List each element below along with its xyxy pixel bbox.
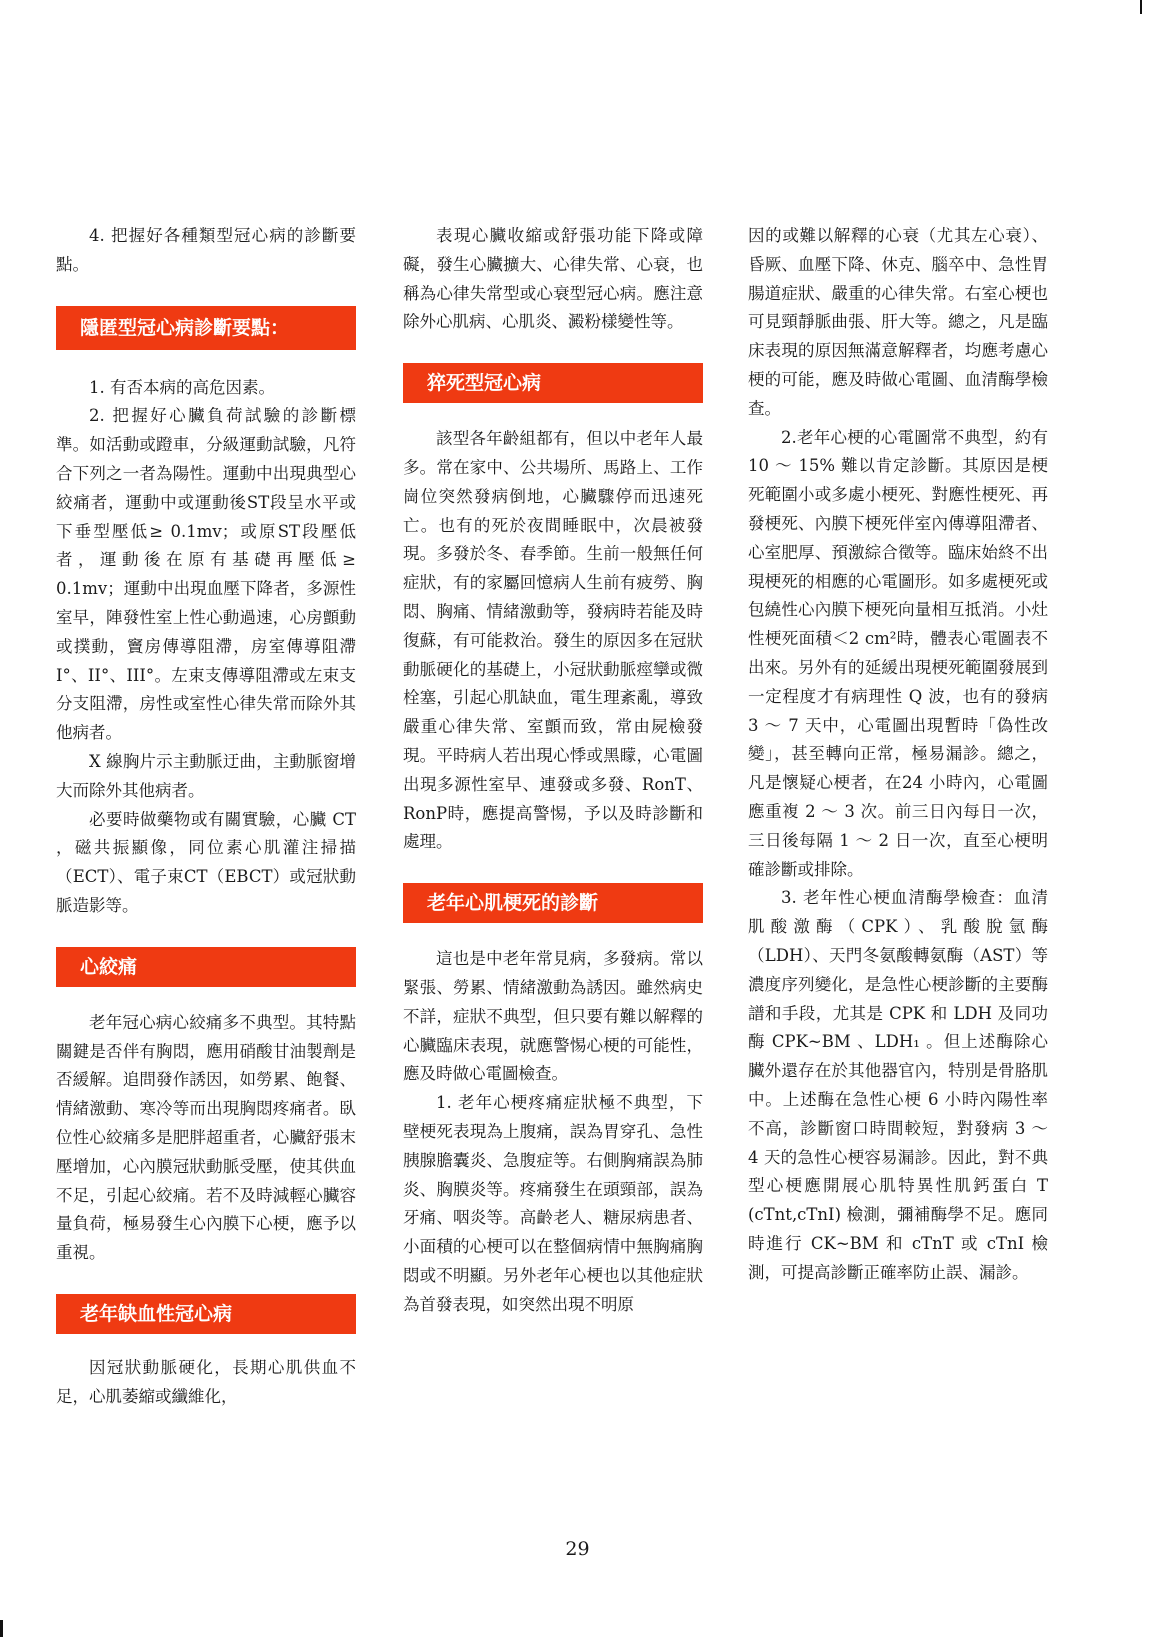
corner-mark-top-right <box>1140 0 1142 14</box>
paragraph-mi-ecg: 2.老年心梗的心電圖常不典型，約有 10 ～ 15% 難以肯定診斷。其原因是梗死範圍小或多處小梗死、對應性梗死、再發梗死、內膜下梗死伴室內傳導阻滯者、心室肥厚、預激綜合徵等。臨床始終不出現梗死的相應的心電圖形。如多處梗死或包繞性心內膜下梗死向量相互抵消。小灶性梗死面積＜2 cm²時，體表心電圖表不出來。另外有的延緩出現梗死範圍發展到一定程度才有病理性 Q 波，也有的發病 3 ～ 7 天中，心電圖出現暫時「偽性改變」，甚至轉向正常，極易漏診。總之，凡是懷疑心梗者，在24 小時內，心電圖應重複 2 ～ 3 次。前三日內每日一次，三日後每隔 1 ～ 2 日一次，直至心梗明確診斷或排除。 <box>748 427 1048 879</box>
heading-angina: 心絞痛 <box>56 947 356 987</box>
page-number: 29 <box>565 1538 590 1560</box>
heading-silent-chd: 隱匿型冠心病診斷要點： <box>56 306 356 350</box>
paragraph-mi-continued: 因的或難以解釋的心衰（尤其左心衰）、昏厥、血壓下降、休克、腦卒中、急性胃腸道症狀、嚴重的心律失常。右室心梗也可見頸靜脈曲張、肝大等。總之，凡是臨床表現的原因無滿意解釋者，均應考慮心梗的可能，應及時做心電圖、血清酶學檢查。 <box>748 226 1048 418</box>
paragraph-mi-enzymes: 3. 老年性心梗血清酶學檢查：血清肌酸激酶（CPK）、乳酸脫氫酶（LDH）、天門冬氨酸轉氨酶（AST）等濃度序列變化，是急性心梗診斷的主要酶譜和手段，尤其是 CPK 和 LDH 及同功酶 CPK~BM 、LDH₁ 。但上述酶除心臟外還存在於其他器官內，特別是骨胳肌中。上述酶在急性心梗 6 小時內陽性率不高，診斷窗口時間較短，對發病 3 ～ 4 天的急性心梗容易漏診。因此，對不典型心梗應開展心肌特異性肌鈣蛋白 T (cTnt,cTnI) 檢測，彌補酶學不足。應同時進行 CK~BM 和 cTnT 或 cTnI 檢測，可提高診斷正確率防止誤、漏診。 <box>748 888 1048 1282</box>
paragraph-angina: 老年冠心病心絞痛多不典型。其特點關鍵是否伴有胸悶，應用硝酸甘油製劑是否緩解。追問發作誘因，如勞累、飽餐、情緒激動、寒冷等而出現胸悶疼痛者。臥位性心絞痛多是肥胖超重者，心臟舒張末壓增加，心內膜冠狀動脈受壓，使其供血不足，引起心絞痛。若不及時減輕心臟容量負荷，極易發生心內膜下心梗，應予以重視。 <box>56 1012 356 1263</box>
heading-mi-diagnosis: 老年心肌梗死的診斷 <box>403 883 703 923</box>
paragraph-ischemic: 因冠狀動脈硬化，長期心肌供血不足，心肌萎縮或纖維化， <box>56 1357 356 1406</box>
column-right <box>748 222 1048 1287</box>
heading-ischemic-chd: 老年缺血性冠心病 <box>56 1294 356 1334</box>
intro-paragraph: 4. 把握好各種類型冠心病的診斷要點。 <box>56 226 356 274</box>
corner-mark-bottom-left <box>0 1620 3 1637</box>
heading-sudden-death: 猝死型冠心病 <box>403 363 703 403</box>
column-left <box>56 222 356 1412</box>
paragraph-mi-intro: 這也是中老年常見病，多發病。常以緊張、勞累、情緒激動為誘因。雖然病史不詳，症狀不典型，但只要有難以解釋的心臟臨床表現，就應警惕心梗的可能性，應及時做心電圖檢查。 <box>403 949 703 1084</box>
paragraph-xray: X 線胸片示主動脈迂曲，主動脈窗增大而除外其他病者。 <box>56 751 356 800</box>
column-middle <box>403 222 703 1320</box>
paragraph-stress-test: 2. 把握好心臟負荷試驗的診斷標準。如活動或蹬車，分級運動試驗，凡符合下列之一者為陽性。運動中出現典型心絞痛者，運動中或運動後ST段呈水平或下垂型壓低≥ 0.1mv；或原ST段壓低者，運動後在原有基礎再壓低≥ 0.1mv；運動中出現血壓下降者，多源性室早，陣發性室上性心動過速，心房顫動或撲動，竇房傳導阻滯，房室傳導阻滯I°、II°、III°。左束支傳導阻滯或左束支分支阻滯，房性或室性心律失常而除外其他病者。 <box>56 406 356 743</box>
paragraph-sudden-death: 該型各年齡組都有，但以中老年人最多。常在家中、公共場所、馬路上、工作崗位突然發病倒地，心臟驟停而迅速死亡。也有的死於夜間睡眠中，次晨被發現。多發於冬、春季節。生前一般無任何症狀，有的家屬回憶病人生前有疲勞、胸悶、胸痛、情緒激動等，發病時若能及時復蘇，有可能救治。發生的原因多在冠狀動脈硬化的基礎上，小冠狀動脈痙攣或微栓塞，引起心肌缺血，電生理紊亂，導致嚴重心律失常、室顫而致，常由屍檢發現。平時病人若出現心悸或黑矇，心電圖出現多源性室早、連發或多發、RonT、RonP時，應提高警惕，予以及時診斷和處理。 <box>403 429 703 852</box>
paragraph-heart-failure: 表現心臟收縮或舒張功能下降或障礙，發生心臟擴大、心律失常、心衰，也稱為心律失常型或心衰型冠心病。應注意除外心肌病、心肌炎、澱粉樣變性等。 <box>403 226 703 332</box>
paragraph-mi-pain: 1. 老年心梗疼痛症狀極不典型，下壁梗死表現為上腹痛，誤為胃穿孔、急性胰腺膽囊炎、急腹症等。右側胸痛誤為肺炎、胸膜炎等。疼痛發生在頭頸部，誤為牙痛、咽炎等。高齡老人、糖尿病患者、小面積的心梗可以在整個病情中無胸痛胸悶或不明顯。另外老年心梗也以其他症狀為首發表現，如突然出現不明原 <box>403 1093 703 1314</box>
paragraph-risk-factor: 1. 有否本病的高危因素。 <box>89 377 275 397</box>
paragraph-imaging: 必要時做藥物或有關實驗，心臟 CT ，磁共振顯像，同位素心肌灌注掃描（ECT）、電子束CT（EBCT）或冠狀動脈造影等。 <box>56 809 356 915</box>
